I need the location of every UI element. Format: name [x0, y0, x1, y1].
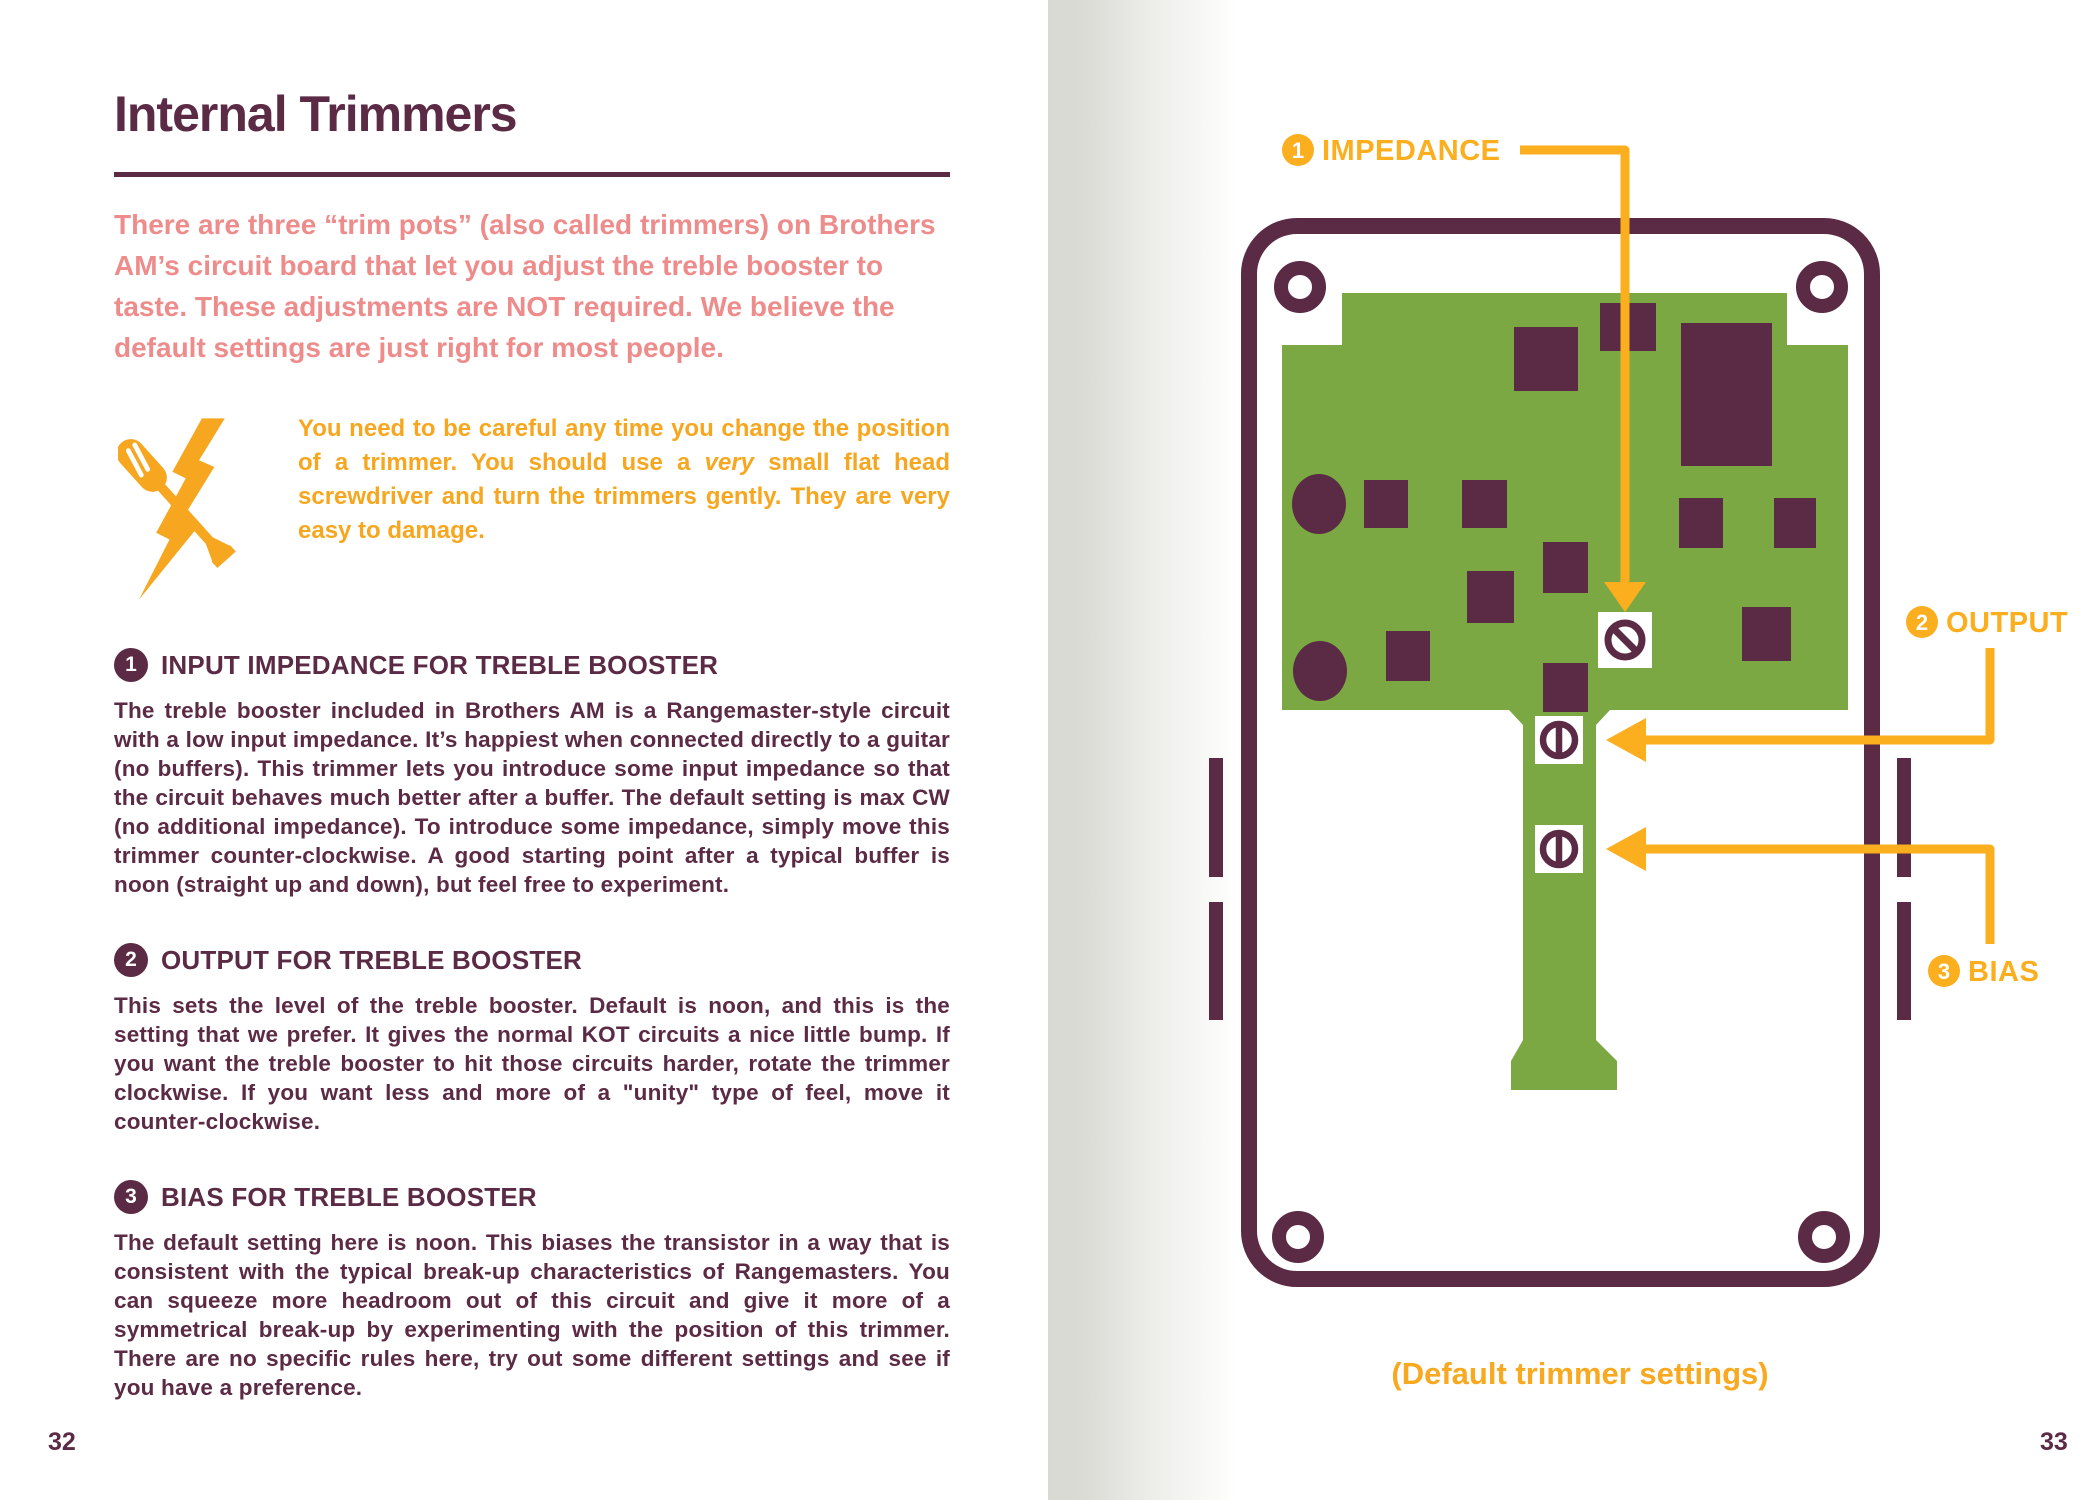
left-page [114, 86, 950, 1402]
section-title: OUTPUT FOR TREBLE BOOSTER [161, 944, 582, 975]
pcb-component [1774, 498, 1816, 548]
pcb-component [1543, 542, 1588, 593]
caution-text-end: small flat head screwdriver and turn the trimmers gently. They are very easy to damage. [298, 449, 951, 544]
pcb-component [1293, 641, 1347, 701]
label-bias: BIAS [1968, 956, 2040, 988]
caution-text-start: You need to be careful any time you change the position of a trimmer. You should use a [298, 415, 950, 476]
trimmer-bias [1535, 825, 1583, 873]
label-output: OUTPUT [1946, 607, 2069, 639]
caution-text-italic: very [704, 449, 755, 476]
section-body: The default setting here is noon. This biases the transistor in a way that is consistent with the typical break-up characteristics of Rangemasters. You can squeeze more headroom out of this circuit and give it more of a symmetrical break-up by experimenting with the position of this trimmer. There are no specific rules here, try out some different settings and see if you have a preference. [114, 1230, 950, 1400]
section-number-badge: 3 [114, 1180, 148, 1214]
jack-bar [1209, 902, 1223, 1020]
pedal-diagram [1180, 90, 2100, 1420]
section-input-impedance [114, 648, 950, 899]
pcb-component [1292, 474, 1346, 534]
section-number-badge: 1 [114, 648, 148, 682]
jack-bar [1897, 902, 1911, 1020]
label-number: 2 [1915, 610, 1929, 635]
section-heading [114, 943, 950, 977]
section-body: This sets the level of the treble booster. Default is noon, and this is the setting that we prefer. It gives the normal KOT circuits a nice little bump. If you want the treble booster to hit those circuits harder, rotate the trimmer clockwise. If you want less and more of a "unity" type of feel, move it counter-clockwise. [114, 993, 950, 1134]
screwdriver-lightning-icon [118, 412, 242, 604]
diagram-caption: (Default trimmer settings) [1391, 1356, 1769, 1391]
pcb-component [1679, 498, 1723, 548]
jack-bar [1209, 758, 1223, 877]
pcb-component [1462, 480, 1507, 528]
title-rule [114, 172, 950, 177]
pcb-component [1742, 607, 1791, 661]
label-impedance: IMPEDANCE [1322, 135, 1501, 167]
section-output [114, 943, 950, 1136]
section-title: INPUT IMPEDANCE FOR TREBLE BOOSTER [161, 649, 719, 680]
pcb-component [1543, 663, 1588, 712]
section-bias [114, 1180, 950, 1402]
jack-bar [1897, 758, 1911, 877]
section-title: BIAS FOR TREBLE BOOSTER [161, 1181, 537, 1212]
section-body: The treble booster included in Brothers AM is a Rangemaster-style circuit with a low input impedance. It’s happiest when connected directly to a guitar (no buffers). This trimmer lets you introduce some input impedance so that the circuit behaves much better after a buffer. The default setting is max CW (no additional impedance). To introduce some impedance, simply move this trimmer counter-clockwise. A good starting point after a typical buffer is noon (straight up and down), but feel free to experiment. [114, 698, 950, 897]
trimmer-impedance [1598, 612, 1652, 668]
page-title: Internal Trimmers [114, 86, 517, 142]
page-number-right: 33 [2040, 1428, 2068, 1456]
section-heading [114, 1180, 950, 1214]
label-number: 1 [1291, 138, 1305, 163]
section-number-badge: 2 [114, 943, 148, 977]
pcb-component [1681, 323, 1772, 466]
intro-paragraph: There are three “trim pots” (also called trimmers) on Brothers AM’s circuit board that let you adjust the treble booster to taste. These adjustments are NOT required. We believe the default settings are just right for most people. [114, 209, 936, 363]
section-heading [114, 648, 950, 682]
trimmer-output [1535, 716, 1583, 764]
pcb-component [1386, 631, 1430, 681]
page-number-left: 32 [48, 1428, 76, 1456]
pcb-component [1467, 571, 1514, 623]
caution-text [298, 412, 950, 548]
label-number: 3 [1937, 959, 1951, 984]
pcb-component [1364, 480, 1408, 528]
pcb-component [1514, 327, 1578, 391]
caution-note [114, 412, 950, 604]
